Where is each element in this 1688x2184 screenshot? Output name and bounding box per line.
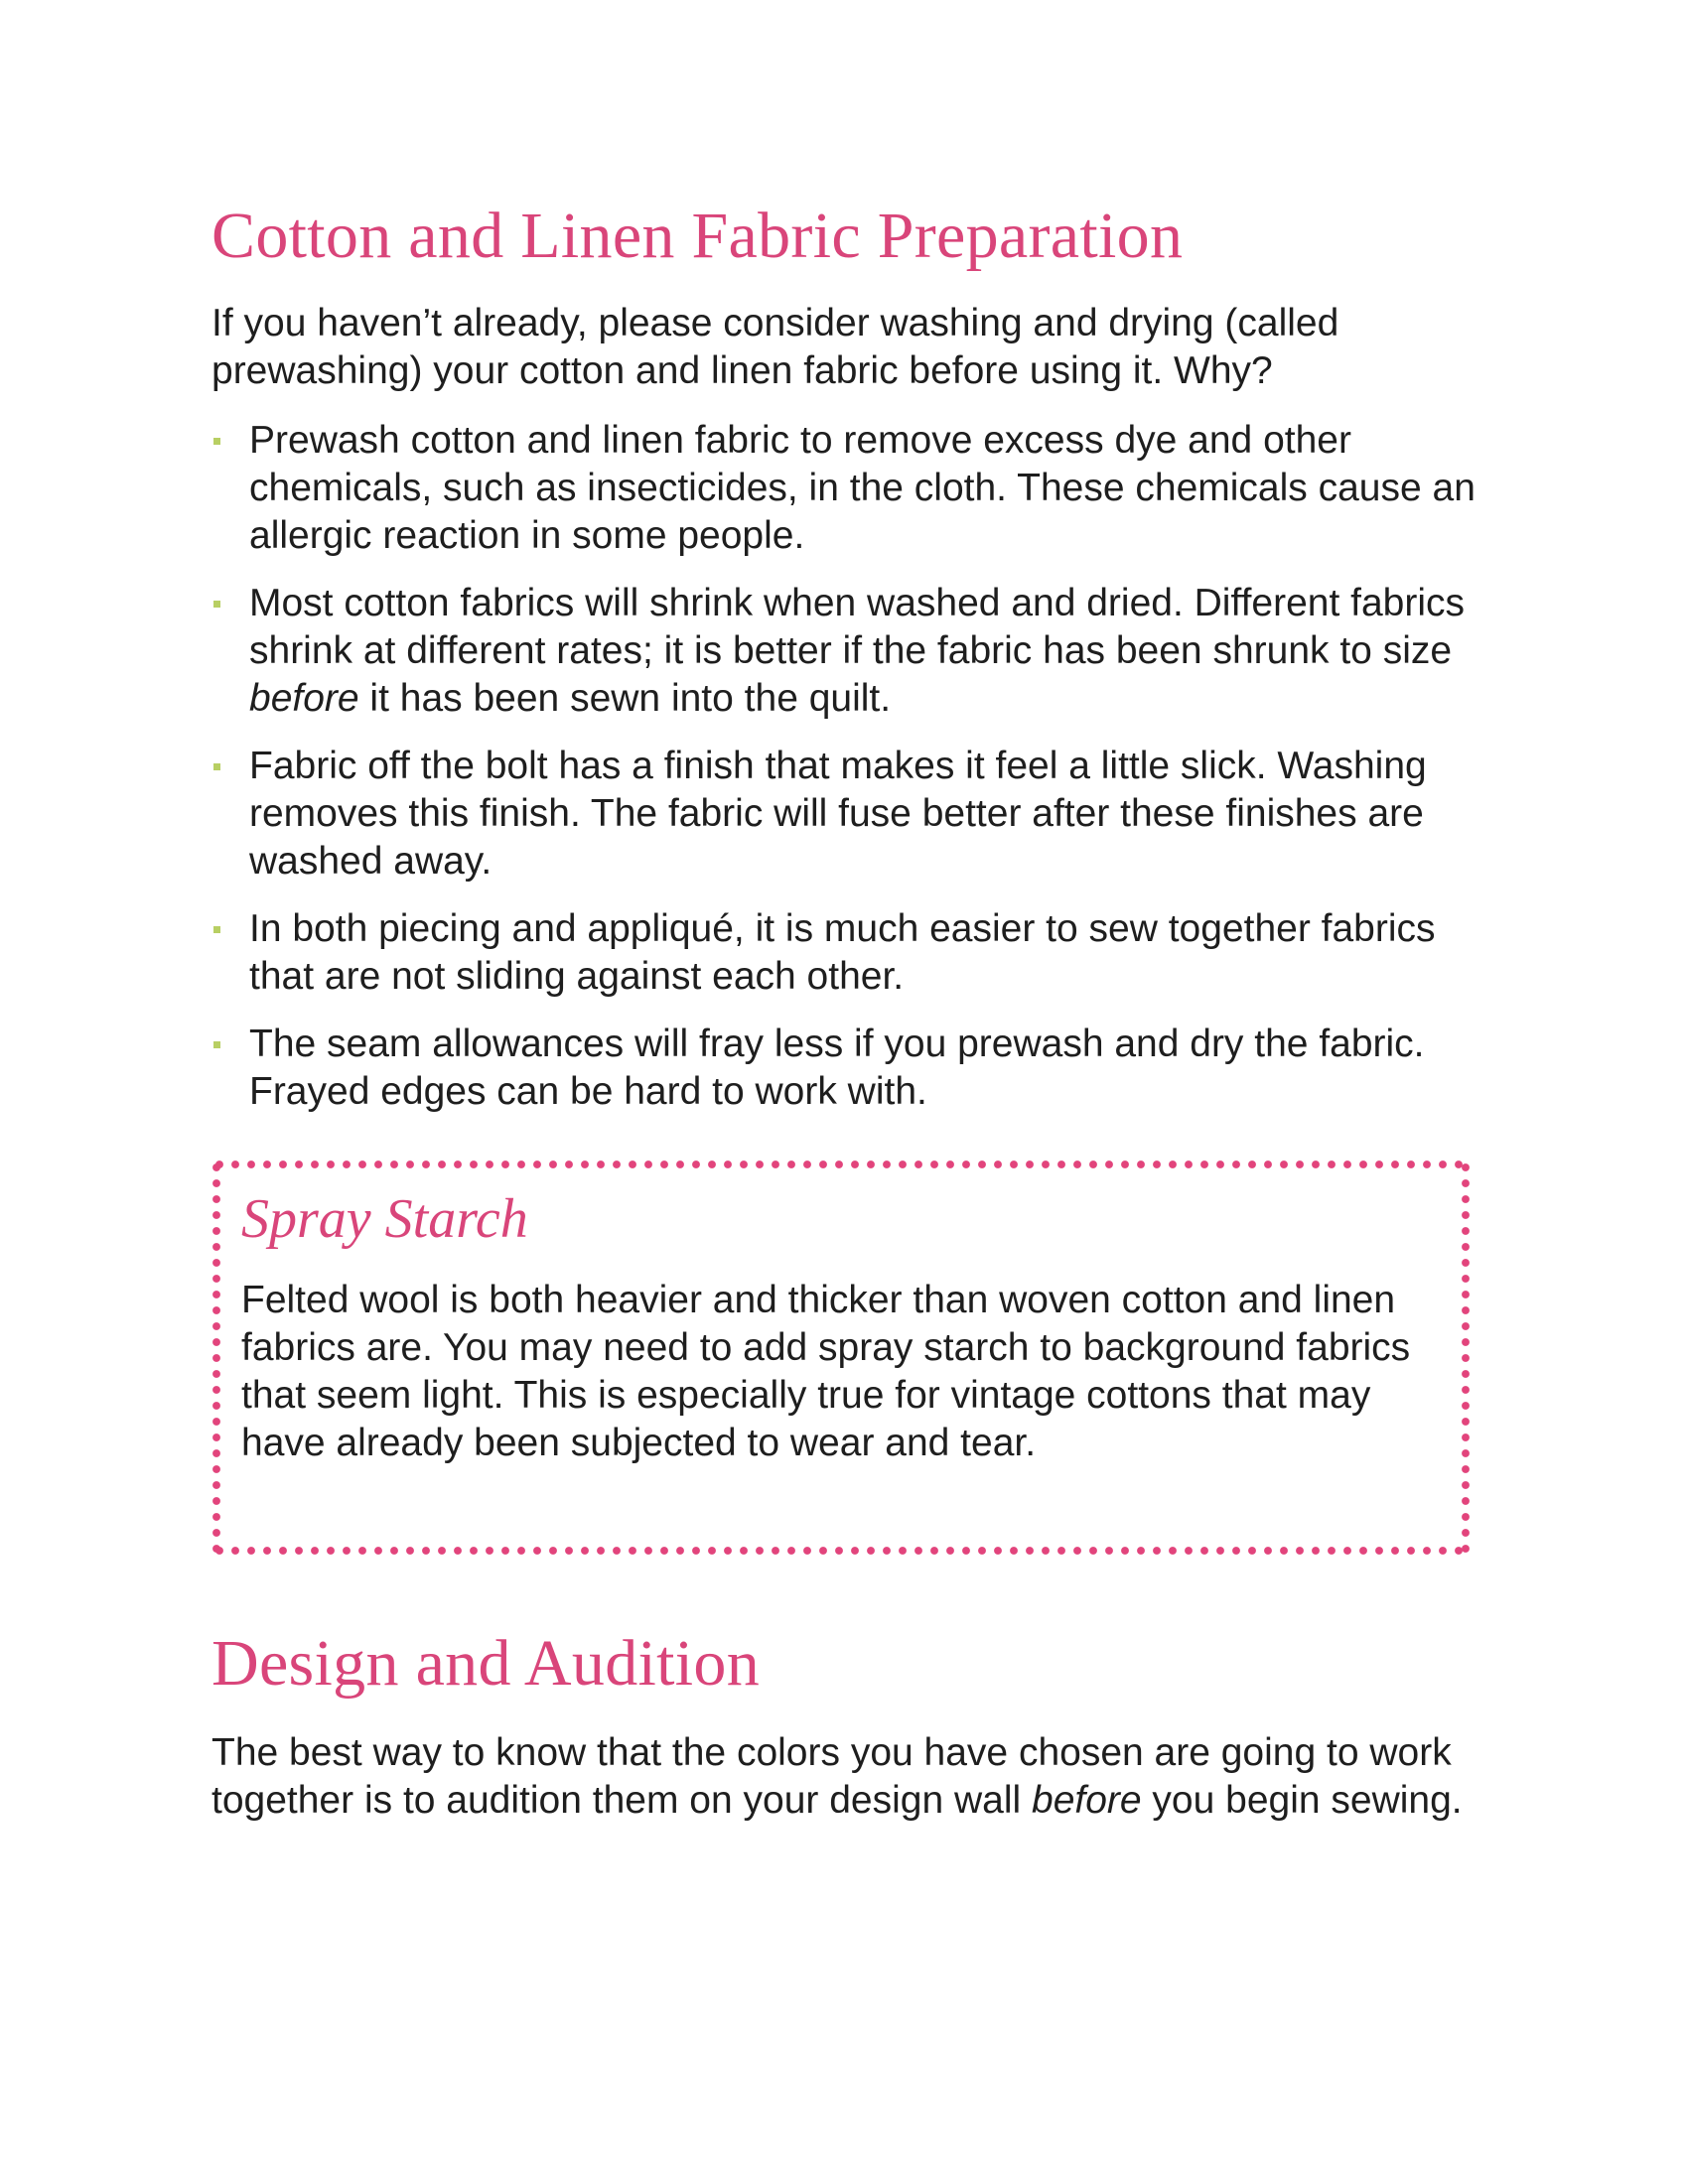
- list-item: [211, 580, 1477, 723]
- sidebar-body: Felted wool is both heavier and thicker than woven cotton and linen fabrics are. You may need to add spray starch to background fabrics that seem light. This is especially true for vintage cottons that may have already been subjected to wear and tear.: [241, 1278, 1411, 1464]
- bullet-square-icon: [213, 601, 220, 608]
- design-text-after: you begin sewing.: [1141, 1779, 1463, 1822]
- section-title-design-audition: Design and Audition: [211, 1627, 761, 1700]
- sidebar-title: Spray Starch: [241, 1188, 528, 1250]
- design-paragraph: [211, 1729, 1477, 1825]
- bullet-square-icon: [213, 438, 220, 445]
- list-item-text: The seam allowances will fray less if you prewash and dry the fabric. Frayed edges can be hard to work with.: [249, 1023, 1425, 1113]
- spray-starch-sidebar: [211, 1160, 1471, 1556]
- list-item-text: In both piecing and appliqué, it is much easier to sew together fabrics that are not sliding against each other.: [249, 907, 1436, 998]
- list-item-text-before: Most cotton fabrics will shrink when washed and dried. Different fabrics shrink at different rates; it is better if the fabric has been shrunk to size: [249, 582, 1466, 672]
- list-item-text-after: it has been sewn into the quilt.: [358, 677, 892, 720]
- list-item-text: Prewash cotton and linen fabric to remove excess dye and other chemicals, such as insecticides, in the cloth. These chemicals cause an allergic reaction in some people.: [249, 419, 1476, 557]
- bullet-square-icon: [213, 763, 220, 770]
- list-item-text: Fabric off the bolt has a finish that makes it feel a little slick. Washing removes this finish. The fabric will fuse better after these finishes are washed away.: [249, 745, 1427, 883]
- list-item: [211, 417, 1477, 560]
- section-title-fabric-preparation: Cotton and Linen Fabric Preparation: [211, 200, 1184, 272]
- list-item: [211, 905, 1477, 1001]
- bullet-square-icon: [213, 926, 220, 933]
- bullet-square-icon: [213, 1041, 220, 1048]
- design-emphasis: before: [1032, 1779, 1142, 1822]
- list-item-emphasis: before: [249, 677, 359, 720]
- intro-paragraph: If you haven’t already, please consider washing and drying (called prewashing) your cotton and linen fabric before using it. Why?: [211, 302, 1339, 392]
- list-item: [211, 743, 1477, 886]
- list-item: [211, 1021, 1477, 1116]
- design-text-before: The best way to know that the colors you have chosen are going to work together is to audition them on your design wall: [211, 1731, 1452, 1822]
- reasons-list: [211, 417, 1477, 1136]
